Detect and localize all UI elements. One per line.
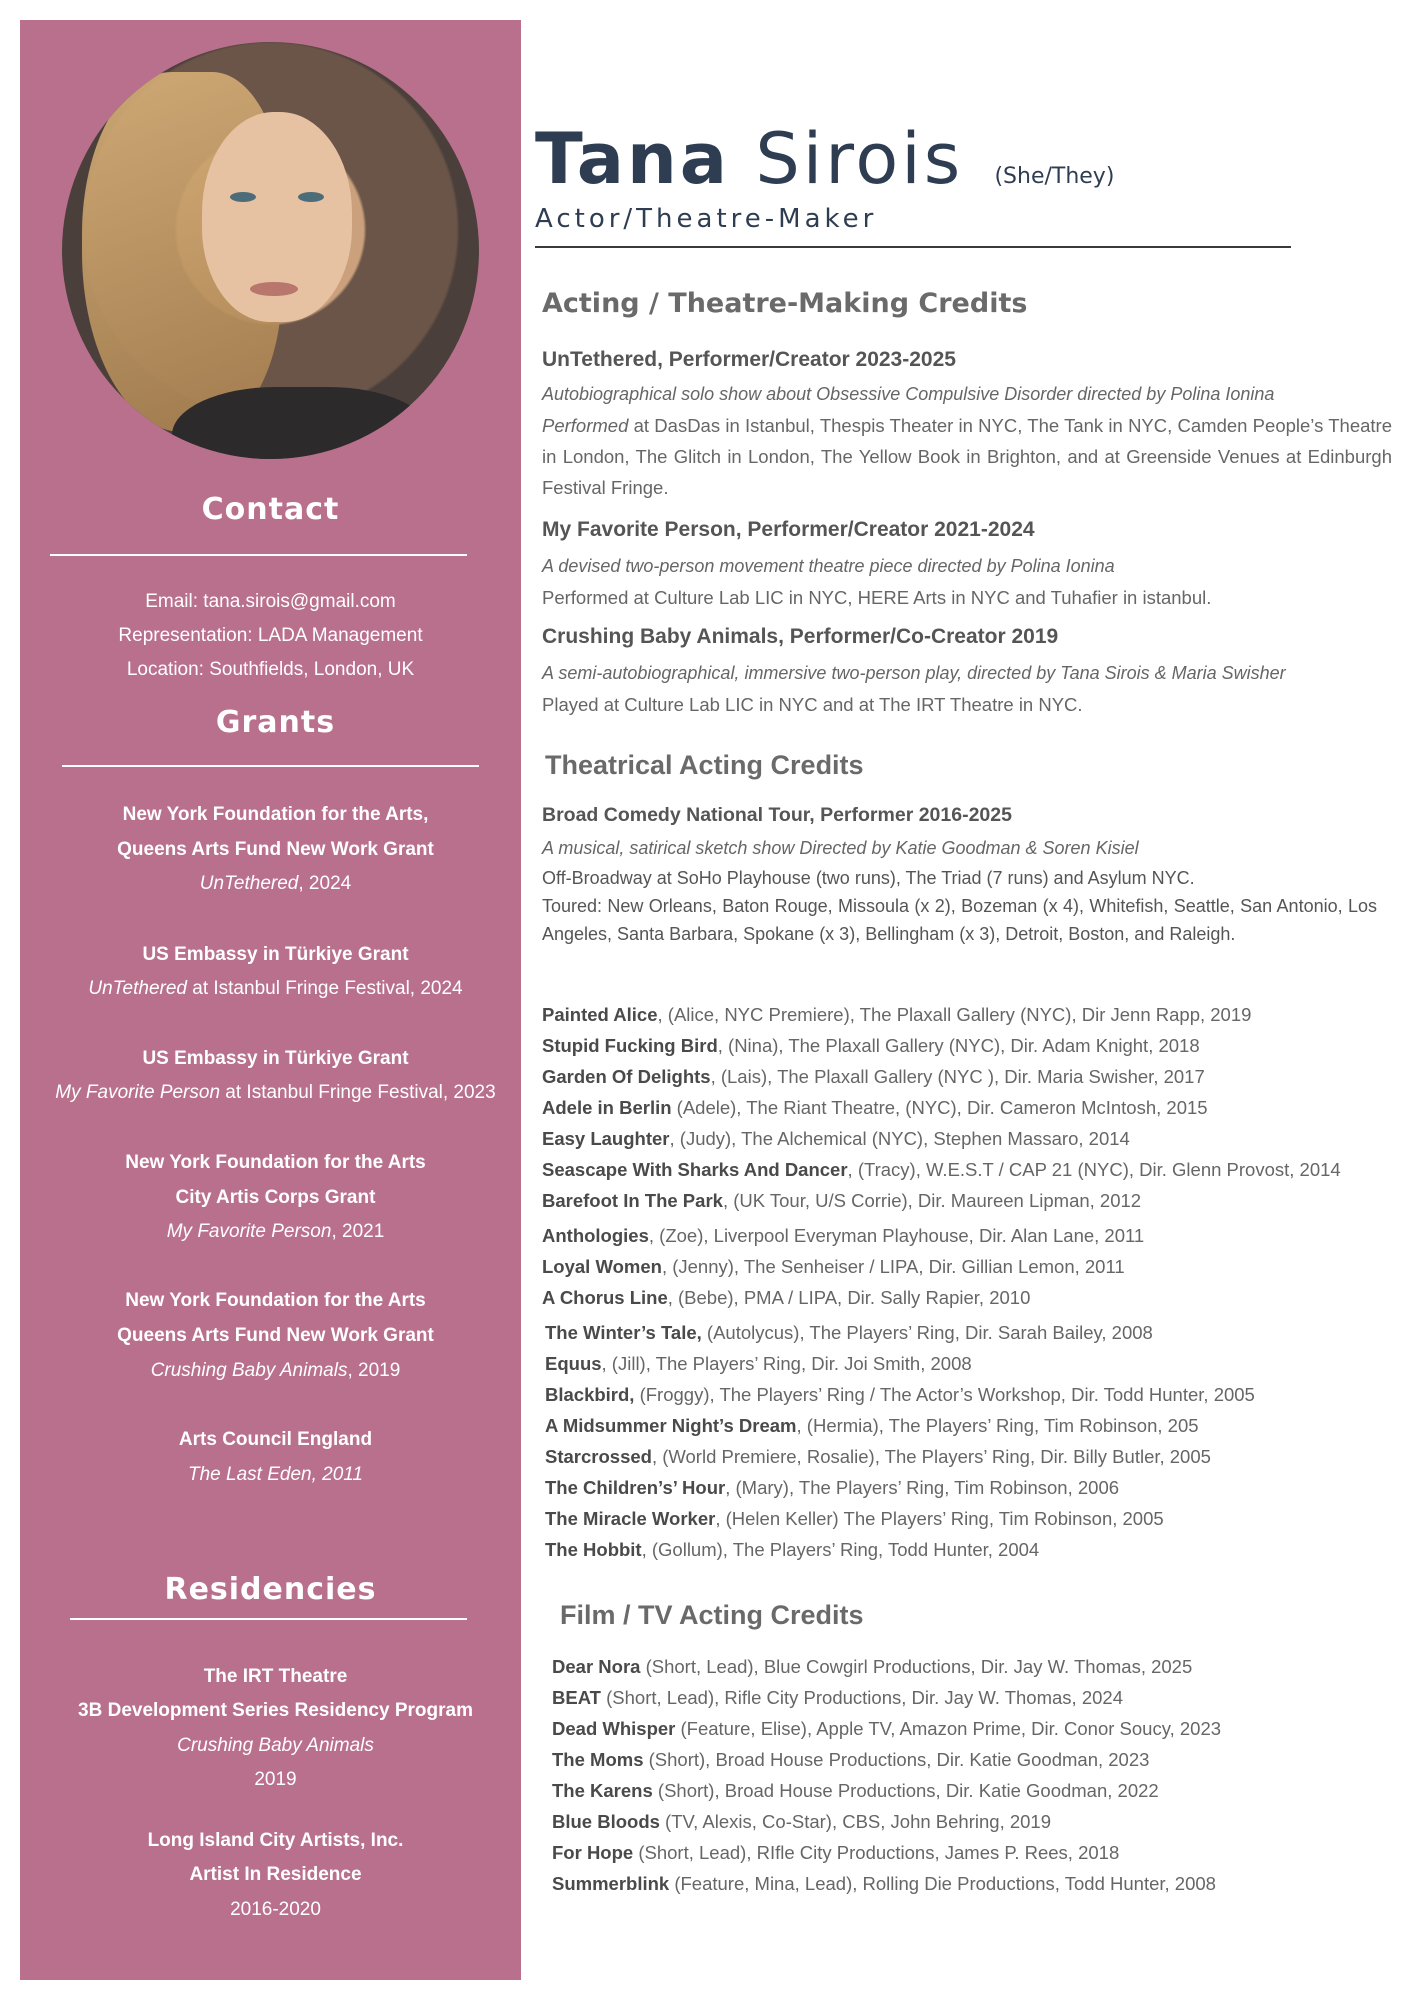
- tour-line: Off-Broadway at SoHo Playhouse (two runs), The Triad (7 runs) and Asylum NYC.: [542, 868, 1195, 888]
- film-credit-row: For Hope (Short, Lead), RIfle City Productions, James P. Rees, 2018: [552, 1842, 1120, 1863]
- grant-2-line2: UnTethered at Istanbul Fringe Festival, 2024: [88, 978, 463, 999]
- theatrical-heading: Theatrical Acting Credits: [545, 750, 864, 780]
- project-1-title: UnTethered, Performer/Creator 2023-2025: [542, 348, 956, 371]
- film-tv-heading: Film / TV Acting Credits: [560, 1600, 864, 1630]
- credit-row: Starcrossed, (World Premiere, Rosalie), The Players’ Ring, Dir. Billy Butler, 2005: [545, 1446, 1211, 1467]
- project-3-title: Crushing Baby Animals, Performer/Co-Creator 2019: [542, 625, 1059, 648]
- grant-4-line2: City Artis Corps Grant: [175, 1187, 376, 1208]
- film-credit-row: The Moms (Short), Broad House Productions, Dir. Katie Goodman, 2023: [552, 1749, 1150, 1770]
- grant-2-line1: US Embassy in Türkiye Grant: [142, 944, 409, 965]
- grant-3-line2: My Favorite Person at Istanbul Fringe Festival, 2023: [55, 1082, 496, 1103]
- project-2-desc: A devised two-person movement theatre piece directed by Polina Ionina: [542, 556, 1115, 576]
- credit-row: Blackbird, (Froggy), The Players’ Ring / The Actor’s Workshop, Dir. Todd Hunter, 2005: [545, 1384, 1255, 1405]
- grant-5-line3: Crushing Baby Animals, 2019: [150, 1360, 401, 1381]
- grant-6-line2: The Last Eden, 2011: [188, 1464, 363, 1485]
- film-credit-row: Blue Bloods (TV, Alexis, Co-Star), CBS, John Behring, 2019: [552, 1811, 1052, 1832]
- residency-2-year: 2016-2020: [230, 1899, 321, 1920]
- tour-title: Broad Comedy National Tour, Performer 2016-2025: [542, 804, 1012, 826]
- contact-email: Email: tana.sirois@gmail.com: [145, 591, 396, 612]
- residency-2-line2: Artist In Residence: [189, 1864, 362, 1885]
- sidebar: [20, 20, 521, 1980]
- role-title: Actor/Theatre-Maker: [535, 204, 878, 234]
- acting-theatre-making-heading: Acting / Theatre-Making Credits: [542, 288, 1028, 319]
- film-credit-row: The Karens (Short), Broad House Productions, Dir. Katie Goodman, 2022: [552, 1780, 1159, 1801]
- grant-5-line2: Queens Arts Fund New Work Grant: [117, 1325, 434, 1346]
- first-name: Tana: [535, 118, 731, 200]
- grant-1-line3: UnTethered, 2024: [199, 873, 352, 894]
- credit-row: The Winter’s Tale, (Autolycus), The Players’ Ring, Dir. Sarah Bailey, 2008: [545, 1322, 1153, 1343]
- pronouns: (She/They): [994, 164, 1115, 189]
- profile-photo: [62, 42, 479, 459]
- film-credit-row: Summerblink (Feature, Mina, Lead), Rolling Die Productions, Todd Hunter, 2008: [552, 1873, 1216, 1894]
- grant-1-line1: New York Foundation for the Arts,: [122, 804, 429, 825]
- grant-4-line1: New York Foundation for the Arts: [125, 1152, 426, 1173]
- credit-row: Equus, (Jill), The Players’ Ring, Dir. Joi Smith, 2008: [545, 1353, 972, 1374]
- tour-text: Toured: New Orleans, Baton Rouge, Missoula (x 2), Bozeman (x 4), Whitefish, Seattle, San Antonio, Los Angeles, Santa Barbara, Spokane (x 3), Bellingham (x 3), Detroit, Boston, and Raleigh.: [542, 896, 1377, 944]
- grant-3-line1: US Embassy in Türkiye Grant: [142, 1048, 409, 1069]
- credit-row: Loyal Women, (Jenny), The Senheiser / LIPA, Dir. Gillian Lemon, 2011: [542, 1256, 1125, 1277]
- grant-4-line3: My Favorite Person, 2021: [166, 1221, 385, 1242]
- credit-row: Adele in Berlin (Adele), The Riant Theatre, (NYC), Dir. Cameron McIntosh, 2015: [542, 1097, 1208, 1118]
- credit-row: A Chorus Line, (Bebe), PMA / LIPA, Dir. Sally Rapier, 2010: [542, 1287, 1031, 1308]
- credit-row: Barefoot In The Park, (UK Tour, U/S Corrie), Dir. Maureen Lipman, 2012: [542, 1190, 1142, 1211]
- grant-5-line1: New York Foundation for the Arts: [125, 1290, 426, 1311]
- residency-1-year: 2019: [254, 1769, 297, 1790]
- residency-1-line3: Crushing Baby Animals: [177, 1735, 374, 1756]
- film-credit-row: BEAT (Short, Lead), Rifle City Productions, Dir. Jay W. Thomas, 2024: [552, 1687, 1123, 1708]
- credit-row: The Hobbit, (Gollum), The Players’ Ring, Todd Hunter, 2004: [545, 1539, 1040, 1560]
- credit-row: The Miracle Worker, (Helen Keller) The Players’ Ring, Tim Robinson, 2005: [545, 1508, 1164, 1529]
- project-3-text: Played at Culture Lab LIC in NYC and at The IRT Theatre in NYC.: [542, 694, 1083, 715]
- credit-row: Painted Alice, (Alice, NYC Premiere), The Plaxall Gallery (NYC), Dir Jenn Rapp, 2019: [542, 1004, 1252, 1025]
- tour-desc: A musical, satirical sketch show Directed by Katie Goodman & Soren Kisiel: [542, 838, 1139, 858]
- residency-1-line1: The IRT Theatre: [203, 1666, 348, 1687]
- credit-row: Stupid Fucking Bird, (Nina), The Plaxall Gallery (NYC), Dir. Adam Knight, 2018: [542, 1035, 1200, 1056]
- credit-row: Garden Of Delights, (Lais), The Plaxall Gallery (NYC ), Dir. Maria Swisher, 2017: [542, 1066, 1205, 1087]
- contact-heading: Contact: [201, 492, 340, 527]
- name-heading: [535, 118, 1114, 200]
- grant-1-line2: Queens Arts Fund New Work Grant: [117, 839, 434, 860]
- project-1-desc: Autobiographical solo show about Obsessive Compulsive Disorder directed by Polina Ionina: [542, 384, 1275, 404]
- last-name: Sirois: [755, 118, 964, 200]
- project-2-title: My Favorite Person, Performer/Creator 2021-2024: [542, 518, 1035, 541]
- contact-representation: Representation: LADA Management: [118, 625, 423, 646]
- contact-location: Location: Southfields, London, UK: [126, 659, 415, 680]
- residencies-divider: [70, 1618, 467, 1620]
- credit-row: Anthologies, (Zoe), Liverpool Everyman Playhouse, Dir. Alan Lane, 2011: [542, 1225, 1145, 1246]
- grant-6-line1: Arts Council England: [178, 1429, 373, 1450]
- credit-row: A Midsummer Night’s Dream, (Hermia), The Players’ Ring, Tim Robinson, 205: [545, 1415, 1199, 1436]
- project-1-text: Performed at DasDas in Istanbul, Thespis Theater in NYC, The Tank in NYC, Camden People’s Theatre in London, The Glitch in London, The Yellow Book in Brighton, and at Greenside Venues at Edinburgh Festival Fringe.: [542, 415, 1392, 498]
- project-2-text: Performed at Culture Lab LIC in NYC, HERE Arts in NYC and Tuhafier in istanbul.: [542, 587, 1212, 608]
- credit-row: Easy Laughter, (Judy), The Alchemical (NYC), Stephen Massaro, 2014: [542, 1128, 1130, 1149]
- credit-row: The Children’s’ Hour, (Mary), The Players’ Ring, Tim Robinson, 2006: [545, 1477, 1120, 1498]
- residency-1-line2: 3B Development Series Residency Program: [78, 1700, 473, 1721]
- film-credit-row: Dear Nora (Short, Lead), Blue Cowgirl Productions, Dir. Jay W. Thomas, 2025: [552, 1656, 1193, 1677]
- project-3-desc: A semi-autobiographical, immersive two-person play, directed by Tana Sirois & Maria Swisher: [542, 663, 1286, 683]
- residencies-heading: Residencies: [164, 1572, 377, 1607]
- header-divider: [535, 246, 1291, 248]
- film-credit-row: Dead Whisper (Feature, Elise), Apple TV, Amazon Prime, Dir. Conor Soucy, 2023: [552, 1718, 1222, 1739]
- grants-heading: Grants: [215, 705, 336, 740]
- grants-divider: [62, 765, 479, 767]
- credit-row: Seascape With Sharks And Dancer, (Tracy), W.E.S.T / CAP 21 (NYC), Dir. Glenn Provost, 2014: [542, 1159, 1341, 1180]
- residency-2-line1: Long Island City Artists, Inc.: [147, 1830, 404, 1851]
- contact-divider: [50, 554, 467, 556]
